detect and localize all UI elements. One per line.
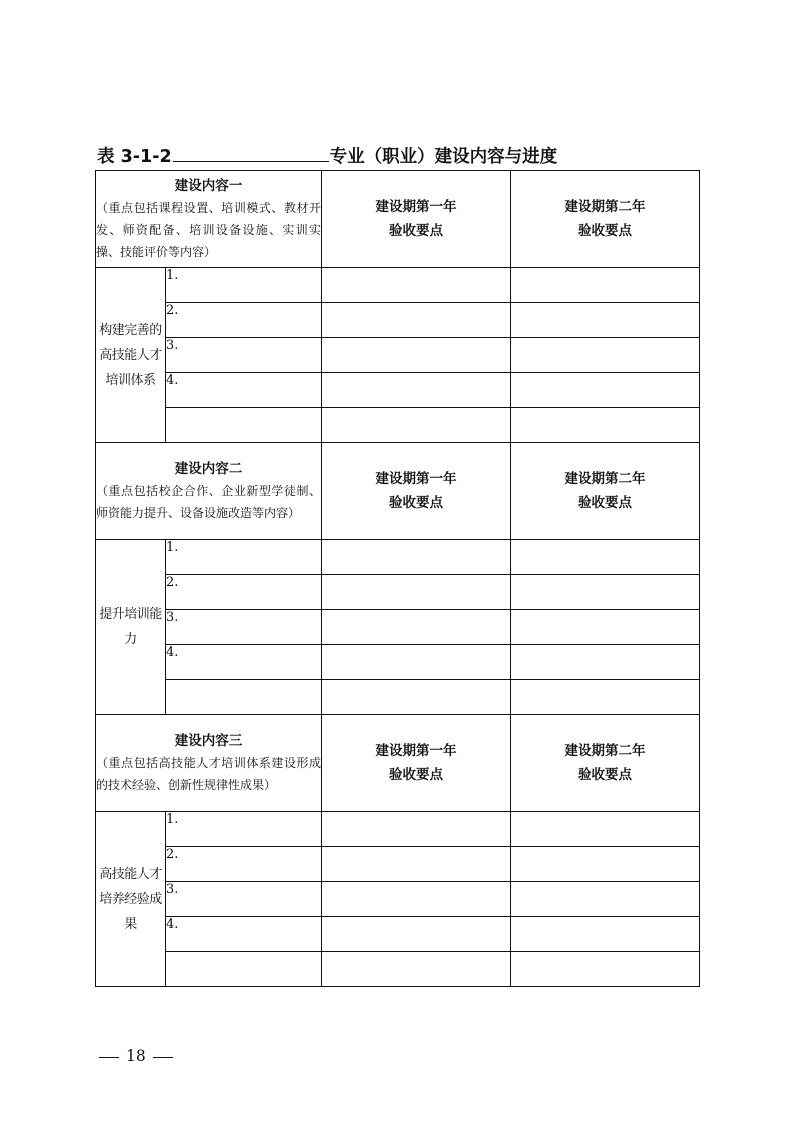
item-number: 1. xyxy=(166,812,322,847)
section-heading-cell xyxy=(96,171,322,268)
table-row xyxy=(96,373,700,408)
section-category: 高技能人才培养经验成果 xyxy=(96,812,166,987)
section-category: 构建完善的高技能人才培训体系 xyxy=(96,268,166,443)
table-number: 表 3-1-2 xyxy=(97,147,172,167)
year1-cell xyxy=(322,917,511,952)
section-header-row xyxy=(96,715,700,812)
year2-cell xyxy=(511,882,700,917)
item-number xyxy=(166,408,322,443)
table-caption: 专业（职业）建设内容与进度 xyxy=(329,147,558,167)
section-heading: 建设内容三 xyxy=(174,733,243,749)
item-number: 4. xyxy=(166,917,322,952)
section-header-row xyxy=(96,171,700,268)
year2-cell xyxy=(511,268,700,303)
year1-cell xyxy=(322,847,511,882)
major-name-blank xyxy=(173,144,329,162)
item-number xyxy=(166,952,322,987)
year1-cell xyxy=(322,408,511,443)
year2-header: 建设期第二年 验收要点 xyxy=(511,715,700,812)
section-heading-cell xyxy=(96,715,322,812)
table-row xyxy=(96,847,700,882)
table-row xyxy=(96,812,700,847)
section-description: （重点包括课程设置、培训模式、教材开发、师资配备、培训设备设施、实训实操、技能评价等内容） xyxy=(96,201,322,259)
table-row xyxy=(96,882,700,917)
year1-cell xyxy=(322,373,511,408)
year1-cell xyxy=(322,575,511,610)
year1-cell xyxy=(322,645,511,680)
year1-cell xyxy=(322,952,511,987)
year2-cell xyxy=(511,645,700,680)
item-number xyxy=(166,680,322,715)
item-number: 3. xyxy=(166,338,322,373)
year1-cell xyxy=(322,680,511,715)
table-row xyxy=(96,952,700,987)
table-row xyxy=(96,680,700,715)
item-number: 3. xyxy=(166,882,322,917)
year2-cell xyxy=(511,610,700,645)
table-row xyxy=(96,303,700,338)
year1-cell xyxy=(322,268,511,303)
table-row xyxy=(96,575,700,610)
item-number: 4. xyxy=(166,373,322,408)
section-heading: 建设内容二 xyxy=(174,461,243,477)
year2-cell xyxy=(511,540,700,575)
year1-cell xyxy=(322,303,511,338)
table-row xyxy=(96,917,700,952)
year2-cell xyxy=(511,917,700,952)
table-row xyxy=(96,610,700,645)
section-description: （重点包括校企合作、企业新型学徒制、师资能力提升、设备设施改造等内容） xyxy=(96,484,322,520)
year1-cell xyxy=(322,540,511,575)
table-row xyxy=(96,408,700,443)
section-category: 提升培训能力 xyxy=(96,540,166,715)
year1-cell xyxy=(322,812,511,847)
table-title xyxy=(97,144,697,170)
item-number: 1. xyxy=(166,540,322,575)
year1-header: 建设期第一年 验收要点 xyxy=(322,171,511,268)
table-row xyxy=(96,540,700,575)
dash-right xyxy=(153,1057,173,1058)
item-number: 4. xyxy=(166,645,322,680)
section-heading: 建设内容一 xyxy=(174,178,243,194)
section-header-row xyxy=(96,443,700,540)
year2-cell xyxy=(511,847,700,882)
item-number: 3. xyxy=(166,610,322,645)
year2-cell xyxy=(511,338,700,373)
table-row xyxy=(96,645,700,680)
year2-cell xyxy=(511,952,700,987)
construction-schedule-table xyxy=(95,170,700,987)
section-description: （重点包括高技能人才培训体系建设形成的技术经验、创新性规律性成果） xyxy=(96,756,322,792)
table-row xyxy=(96,338,700,373)
dash-left xyxy=(99,1057,119,1058)
item-number: 2. xyxy=(166,303,322,338)
table-row xyxy=(96,268,700,303)
page-number-value: 18 xyxy=(126,1047,146,1065)
year1-cell xyxy=(322,882,511,917)
year2-cell xyxy=(511,408,700,443)
year1-cell xyxy=(322,610,511,645)
year2-header: 建设期第二年 验收要点 xyxy=(511,443,700,540)
year2-cell xyxy=(511,812,700,847)
item-number: 1. xyxy=(166,268,322,303)
year2-cell xyxy=(511,373,700,408)
year1-header: 建设期第一年 验收要点 xyxy=(322,715,511,812)
section-heading-cell xyxy=(96,443,322,540)
year2-cell xyxy=(511,303,700,338)
item-number: 2. xyxy=(166,575,322,610)
year2-header: 建设期第二年 验收要点 xyxy=(511,171,700,268)
year1-header: 建设期第一年 验收要点 xyxy=(322,443,511,540)
year1-cell xyxy=(322,338,511,373)
year2-cell xyxy=(511,575,700,610)
item-number: 2. xyxy=(166,847,322,882)
page-number xyxy=(95,1044,180,1068)
year2-cell xyxy=(511,680,700,715)
